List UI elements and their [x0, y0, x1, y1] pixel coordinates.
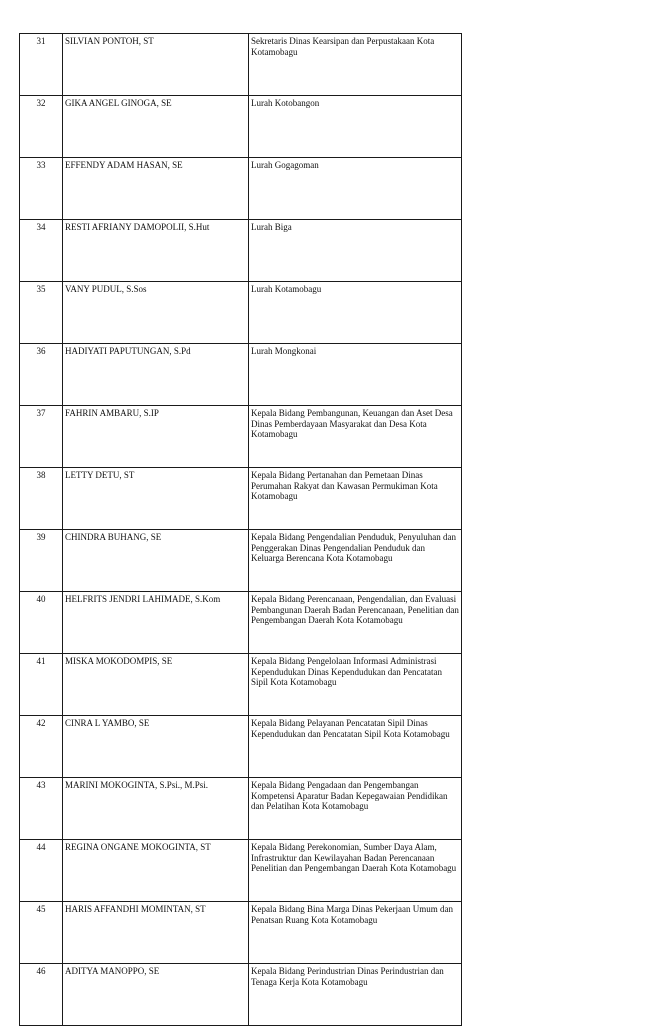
- table-row: [20, 344, 462, 406]
- official-position: Lurah Kotobangon: [249, 96, 462, 158]
- official-position: Lurah Biga: [249, 220, 462, 282]
- official-name: HARIS AFFANDHI MOMINTAN, ST: [63, 902, 249, 964]
- row-number: 46: [20, 964, 63, 1026]
- official-name: CHINDRA BUHANG, SE: [63, 530, 249, 592]
- table-row: [20, 220, 462, 282]
- row-number: 33: [20, 158, 63, 220]
- table-row: [20, 654, 462, 716]
- table-row: [20, 468, 462, 530]
- row-number: 39: [20, 530, 63, 592]
- officials-table-body: [20, 34, 462, 1026]
- table-row: [20, 964, 462, 1026]
- official-position: Lurah Mongkonai: [249, 344, 462, 406]
- official-name: HELFRITS JENDRI LAHIMADE, S.Kom: [63, 592, 249, 654]
- official-position: Kepala Bidang Pengelolaan Informasi Administrasi Kependudukan Dinas Kependudukan dan Pencatatan Sipil Kota Kotamobagu: [249, 654, 462, 716]
- official-name: HADIYATI PAPUTUNGAN, S.Pd: [63, 344, 249, 406]
- row-number: 36: [20, 344, 63, 406]
- official-name: RESTI AFRIANY DAMOPOLII, S.Hut: [63, 220, 249, 282]
- official-position: Kepala Bidang Pelayanan Pencatatan Sipil Dinas Kependudukan dan Pencatatan Sipil Kota Kotamobagu: [249, 716, 462, 778]
- table-row: [20, 716, 462, 778]
- official-name: MARINI MOKOGINTA, S.Psi., M.Psi.: [63, 778, 249, 840]
- row-number: 45: [20, 902, 63, 964]
- table-row: [20, 902, 462, 964]
- official-position: Kepala Bidang Perencanaan, Pengendalian, dan Evaluasi Pembangunan Daerah Badan Perencanaan, Penelitian dan Pengembangan Daerah Kota Kotamobagu: [249, 592, 462, 654]
- official-name: SILVIAN PONTOH, ST: [63, 34, 249, 96]
- row-number: 41: [20, 654, 63, 716]
- official-position: Kepala Bidang Perekonomian, Sumber Daya Alam, Infrastruktur dan Kewilayahan Badan Perencanaan Penelitian dan Pengembangan Daerah Kota Kotamobagu: [249, 840, 462, 902]
- official-position: Kepala Bidang Perindustrian Dinas Perindustrian dan Tenaga Kerja Kota Kotamobagu: [249, 964, 462, 1026]
- official-name: CINRA L YAMBO, SE: [63, 716, 249, 778]
- official-name: FAHRIN AMBARU, S.IP: [63, 406, 249, 468]
- row-number: 44: [20, 840, 63, 902]
- table-row: [20, 840, 462, 902]
- table-row: [20, 592, 462, 654]
- table-row: [20, 158, 462, 220]
- row-number: 34: [20, 220, 63, 282]
- table-row: [20, 530, 462, 592]
- row-number: 43: [20, 778, 63, 840]
- official-position: Lurah Gogagoman: [249, 158, 462, 220]
- official-name: EFFENDY ADAM HASAN, SE: [63, 158, 249, 220]
- official-name: REGINA ONGANE MOKOGINTA, ST: [63, 840, 249, 902]
- official-position: Kepala Bidang Pengadaan dan Pengembangan Kompetensi Aparatur Badan Kepegawaian Pendidikan dan Pelatihan Kota Kotamobagu: [249, 778, 462, 840]
- row-number: 37: [20, 406, 63, 468]
- table-row: [20, 96, 462, 158]
- table-row: [20, 406, 462, 468]
- official-name: ADITYA MANOPPO, SE: [63, 964, 249, 1026]
- official-position: Kepala Bidang Pertanahan dan Pemetaan Dinas Perumahan Rakyat dan Kawasan Permukiman Kota Kotamobagu: [249, 468, 462, 530]
- row-number: 38: [20, 468, 63, 530]
- row-number: 35: [20, 282, 63, 344]
- official-name: MISKA MOKODOMPIS, SE: [63, 654, 249, 716]
- official-position: Kepala Bidang Bina Marga Dinas Pekerjaan Umum dan Penatsan Ruang Kota Kotamobagu: [249, 902, 462, 964]
- official-name: VANY PUDUL, S.Sos: [63, 282, 249, 344]
- table-row: [20, 282, 462, 344]
- row-number: 40: [20, 592, 63, 654]
- official-position: Kepala Bidang Pengendalian Penduduk, Penyuluhan dan Penggerakan Dinas Pengendalian Penduduk dan Keluarga Berencana Kota Kotamobagu: [249, 530, 462, 592]
- official-position: Sekretaris Dinas Kearsipan dan Perpustakaan Kota Kotamobagu: [249, 34, 462, 96]
- table-row: [20, 34, 462, 96]
- official-name: LETTY DETU, ST: [63, 468, 249, 530]
- row-number: 32: [20, 96, 63, 158]
- table-row: [20, 778, 462, 840]
- row-number: 42: [20, 716, 63, 778]
- row-number: 31: [20, 34, 63, 96]
- official-position: Lurah Kotamobagu: [249, 282, 462, 344]
- official-name: GIKA ANGEL GINOGA, SE: [63, 96, 249, 158]
- officials-table: [19, 33, 462, 1026]
- official-position: Kepala Bidang Pembangunan, Keuangan dan Aset Desa Dinas Pemberdayaan Masyarakat dan Desa Kota Kotamobagu: [249, 406, 462, 468]
